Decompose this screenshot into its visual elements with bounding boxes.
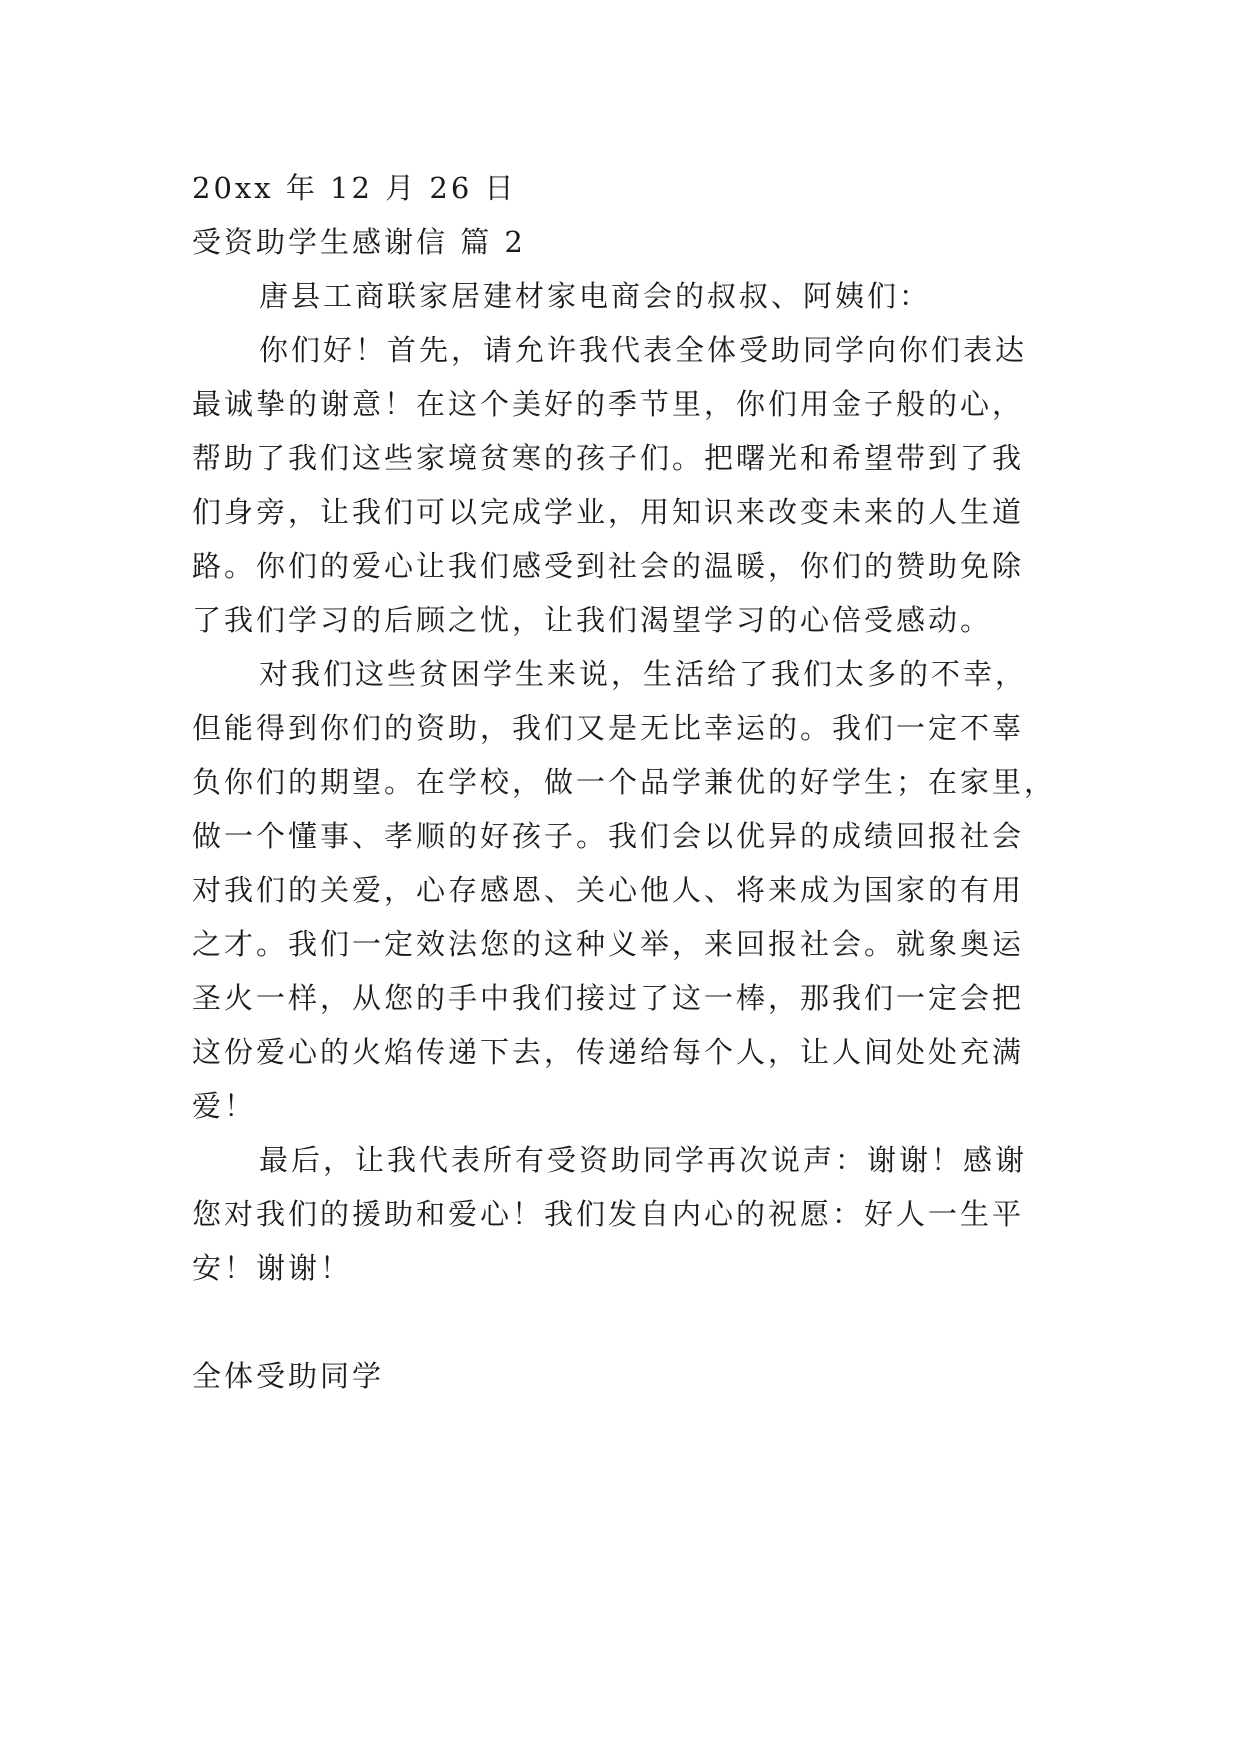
paragraph-line: 们身旁，让我们可以完成学业，用知识来改变未来的人生道: [192, 495, 1025, 529]
paragraph-line: 对我们这些贫困学生来说，生活给了我们太多的不幸，: [259, 657, 1028, 691]
paragraph-line: 圣火一样，从您的手中我们接过了这一棒，那我们一定会把: [192, 981, 1025, 1015]
document-page: [192, 0, 1062, 1754]
paragraph-line: 您对我们的援助和爱心！我们发自内心的祝愿：好人一生平: [192, 1197, 1025, 1231]
letter-heading: 受资助学生感谢信 篇 2: [192, 225, 526, 259]
paragraph-line: 你们好！首先，请允许我代表全体受助同学向你们表达: [259, 333, 1028, 367]
paragraph-line: 但能得到你们的资助，我们又是无比幸运的。我们一定不辜: [192, 711, 1025, 745]
paragraph-line: 最后，让我代表所有受资助同学再次说声：谢谢！感谢: [259, 1143, 1028, 1177]
paragraph-line: 帮助了我们这些家境贫寒的孩子们。把曙光和希望带到了我: [192, 441, 1025, 475]
paragraph-line: 负你们的期望。在学校，做一个品学兼优的好学生；在家里，: [192, 765, 1057, 799]
paragraph-line: 路。你们的爱心让我们感受到社会的温暖，你们的赞助免除: [192, 549, 1025, 583]
paragraph-line: 之才。我们一定效法您的这种义举，来回报社会。就象奥运: [192, 927, 1025, 961]
letter-signature: 全体受助同学: [192, 1359, 385, 1393]
paragraph-line: 了我们学习的后顾之忧，让我们渴望学习的心倍受感动。: [192, 603, 993, 637]
paragraph-line: 对我们的关爱，心存感恩、关心他人、将来成为国家的有用: [192, 873, 1025, 907]
letter-date: 20xx 年 12 月 26 日: [192, 171, 517, 205]
paragraph-line: 这份爱心的火焰传递下去，传递给每个人，让人间处处充满: [192, 1035, 1025, 1069]
paragraph-line: 最诚挚的谢意！在这个美好的季节里，你们用金子般的心，: [192, 387, 1025, 421]
paragraph-line: 爱！: [192, 1089, 257, 1123]
letter-salutation: 唐县工商联家居建材家电商会的叔叔、阿姨们：: [259, 279, 932, 313]
paragraph-line: 安！谢谢！: [192, 1251, 353, 1285]
paragraph-line: 做一个懂事、孝顺的好孩子。我们会以优异的成绩回报社会: [192, 819, 1025, 853]
